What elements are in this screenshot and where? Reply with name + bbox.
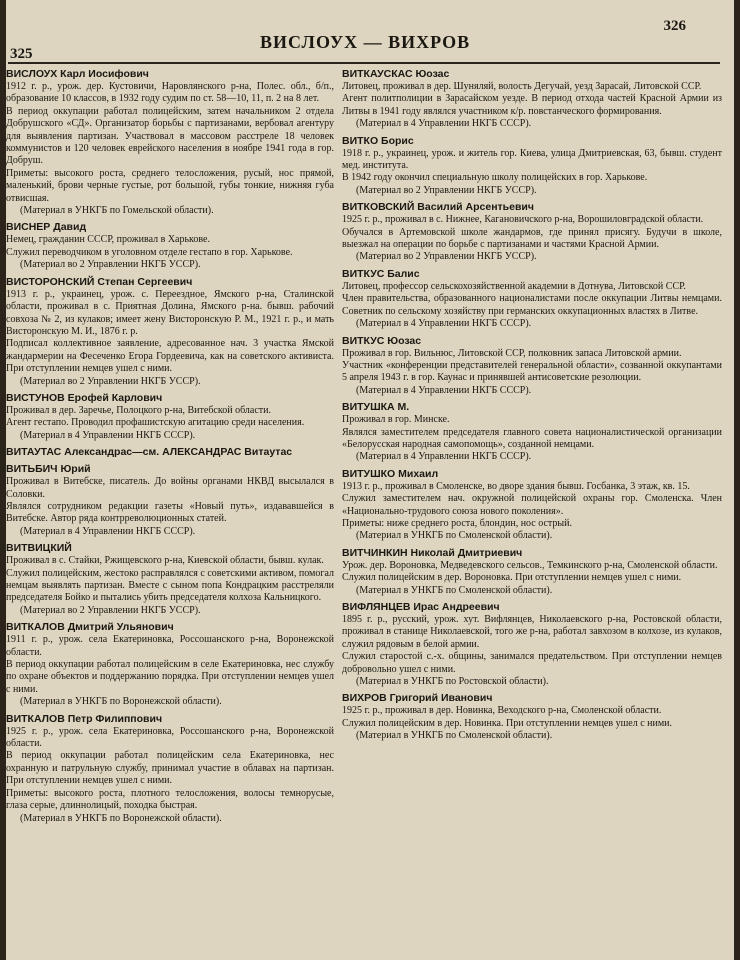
dictionary-entry xyxy=(342,68,722,131)
entry-text xyxy=(6,405,334,430)
dictionary-entry xyxy=(342,201,722,264)
entry-source: (Материал в 4 Управлении НКГБ СССР). xyxy=(356,118,532,130)
entry-text xyxy=(342,148,722,185)
dictionary-entry xyxy=(6,713,334,825)
entry-paragraph: Проживал в гор. Минске. xyxy=(342,414,450,426)
entry-name: ВИТКУС Балис xyxy=(342,267,420,280)
dictionary-entry xyxy=(342,692,722,742)
entry-paragraph: Участник «конференции представителей генеральной области», созванной оккупантами 5 апреля 1943 г. в гор. Каунас и принявшей антисоветские резолюции. xyxy=(342,359,722,384)
entry-paragraph: Являлся сотрудником редакции газеты «Новый путь», издававшейся в Витебске. Автор ряда контрреволюционных статей. xyxy=(6,500,334,525)
entry-paragraph: 1925 г. р., урож. села Екатериновка, Россошанского р-на, Воронежской области. xyxy=(6,725,334,750)
entry-paragraph: Проживал в дер. Заречье, Полоцкого р-на, Витебской области. xyxy=(6,404,271,416)
entry-text xyxy=(342,281,722,318)
entry-text xyxy=(6,634,334,696)
dictionary-entry xyxy=(342,468,722,543)
entry-text xyxy=(6,476,334,526)
entry-text xyxy=(342,81,722,118)
entry-paragraph: Служил полицейским в дер. Вороновка. При отступлении немцев ушел с ними. xyxy=(342,572,682,584)
entry-paragraph: В период оккупации работал полицейским села Екатериновка, нес охранную и патрульную службу, принимал участие в облавах на партизан. При отступлении немцев ушел с ними. xyxy=(6,750,334,787)
entry-source: (Материал в 4 Управлении НКГБ СССР). xyxy=(20,525,196,537)
entry-source: (Материал во 2 Управлении НКГБ УССР). xyxy=(356,251,537,263)
page-number-right: 326 xyxy=(663,18,686,34)
entry-name: ВИТКО Борис xyxy=(342,134,414,147)
entry-source: (Материал в 4 Управлении НКГБ СССР). xyxy=(356,451,532,463)
entry-paragraph: 1895 г. р., русский, урож. хут. Вифлянцев, Николаевского р-на, Ростовской области, проживал в станице Николаевской, того же р-на, работал завхозом в колхозе, из кулаков, служил рядовым в белой армии. xyxy=(342,614,722,650)
entry-paragraph: Немец, гражданин СССР, проживал в Харькове. xyxy=(6,234,210,246)
entry-name: ВИТУШКО Михаил xyxy=(342,467,439,480)
entry-paragraph: 1911 г. р., урож. села Екатериновка, Россошанского р-на, Воронежской области. xyxy=(6,634,334,658)
entry-text xyxy=(6,726,334,813)
entry-paragraph: В 1942 году окончил специальную школу полицейских в гор. Харькове. xyxy=(342,172,648,184)
entry-paragraph: Служил полицейским, жестоко расправлялся с советскими активом, помогал немцам выявлять партизан. Вместе с сыном попа Кондрацким расстреляли председателя Бойко и пытались убить председателя колхоза Кальницкого. xyxy=(6,567,334,604)
header-rule xyxy=(8,62,720,64)
dictionary-entry xyxy=(342,547,722,597)
entry-paragraph: 1918 г. р., украинец, урож. и житель гор. Киева, улица Дмитриевская, 63, бывш. студент мед. института. xyxy=(342,147,722,172)
entry-source: (Материал во 2 Управлении НКГБ УССР). xyxy=(20,375,201,387)
entry-name: ВИСЛОУХ Карл Иосифович xyxy=(6,68,149,80)
entry-text xyxy=(6,234,334,259)
entry-paragraph: Подписал коллективное заявление, адресованное нач. 3 участка Ямской жандармерии на Фесеченко Егора Гордеевича, как на советского активиста. При отступлении немцев ушел с ними. xyxy=(6,338,334,375)
page-number-left: 325 xyxy=(10,46,33,62)
entry-paragraph: Приметы: высокого роста, среднего телосложения, русый, нос прямой, маленький, брови черные густые, рот большой, губы тонкие, нижняя губа отвисшая. xyxy=(6,167,334,204)
entry-paragraph: Проживал в гор. Вильнюс, Литовской ССР, полковник запаса Литовской армии. xyxy=(342,347,682,359)
entry-name: ВИТКОВСКИЙ Василий Арсентьевич xyxy=(342,201,534,214)
entry-paragraph: Являлся заместителем председателя главного совета националистической организации «Белорусская народная самопомощь», созданной немцами. xyxy=(342,426,722,450)
entry-paragraph: Литовец, проживал в дер. Шуняляй, волость Дегучай, уезд Зарасай, Литовской ССР. xyxy=(342,81,702,92)
entry-text xyxy=(342,705,722,730)
dictionary-entry xyxy=(6,542,334,617)
entry-name: ВИСНЕР Давид xyxy=(6,221,87,234)
entry-name: ВИТКАУСКАС Юозас xyxy=(342,68,450,80)
entry-name: ВИТЬБИЧ Юрий xyxy=(6,463,91,476)
entry-source: (Материал в УНКГБ по Воронежской области). xyxy=(20,696,222,708)
entry-paragraph: Служил старостой с.-х. общины, занимался предательством. При отступлении немцев добровольно ушел с ними. xyxy=(342,651,722,675)
entry-name: ВИТЧИНКИН Николай Дмитриевич xyxy=(342,546,523,559)
dictionary-entry xyxy=(6,463,334,538)
entry-source: (Материал во 2 Управлении НКГБ УССР). xyxy=(356,184,537,196)
entry-paragraph: В период оккупации работал полицейским, затем начальником 2 отдела Добрушского «СД». Организатор борьбы с партизанами, вербовал агентуру для выявления партизан. Участвовал в массовом расстреле 18 человек коммунистов и 120 человек еврейского населения в ноябре 1941 года в гор. Добруш. xyxy=(6,105,334,167)
entry-source: (Материал во 2 Управлении НКГБ УССР). xyxy=(20,604,201,616)
entry-paragraph: Член правительства, образованного националистами после оккупации Литвы немцами. Советник по сельскому хозяйству при германских оккупационных властях в Литве. xyxy=(342,293,722,317)
entry-name: ВИТВИЦКИЙ xyxy=(6,542,72,555)
entry-text xyxy=(6,81,334,205)
entry-paragraph: Служил заместителем нач. окружной полицейской охраны гор. Смоленска. Член «Национально-трудового союза нового поколения». xyxy=(342,493,722,517)
entry-paragraph: 1925 г. р., проживал в с. Нижнее, Кагановичского р-на, Ворошиловградской области. xyxy=(342,214,704,226)
dictionary-entry xyxy=(342,601,722,688)
left-column xyxy=(6,68,334,952)
right-column xyxy=(342,68,722,952)
dictionary-entry xyxy=(6,446,334,459)
dictionary-entry xyxy=(6,68,334,217)
dictionary-entry xyxy=(342,268,722,331)
entry-paragraph: Агент политполиции в Зарасайском уезде. В период отхода частей Красной Армии из Литвы в 1941 году являлся участником к/р. повстанческого формирования. xyxy=(342,93,722,117)
entry-name: ВИФЛЯНЦЕВ Ирас Андреевич xyxy=(342,601,500,613)
entry-name: ВИТАУТАС Александрас—см. АЛЕКСАНДРАС Витаутас xyxy=(6,446,293,459)
entry-source: (Материал в УНКГБ по Ростовской области). xyxy=(356,676,549,688)
page-header xyxy=(0,0,740,70)
entry-paragraph: 1925 г. р., проживал в дер. Новинка, Веходского р-на, Смоленской области. xyxy=(342,705,662,717)
entry-source: (Материал в УНКГБ по Смоленской области). xyxy=(356,584,553,596)
entry-source: (Материал в 4 Управлении НКГБ СССР). xyxy=(20,429,196,441)
entry-paragraph: Приметы: ниже среднего роста, блондин, нос острый. xyxy=(342,517,572,529)
entry-text xyxy=(342,481,722,531)
entry-name: ВИХРОВ Григорий Иванович xyxy=(342,692,493,705)
dictionary-entry xyxy=(6,621,334,708)
entry-name: ВИТУШКА М. xyxy=(342,401,410,414)
entry-source: (Материал в 4 Управлении НКГБ СССР). xyxy=(356,318,532,330)
entry-paragraph: Проживал в Витебске, писатель. До войны органами НКВД высылался в Соловки. xyxy=(6,476,334,500)
running-title: ВИСЛОУХ — ВИХРОВ xyxy=(260,32,471,52)
entry-paragraph: Обучался в Артемовской школе жандармов, где принял присягу. Будучи в школе, выезжал на операции по борьбе с партизанами и частями Красной Армии. xyxy=(342,226,722,251)
entry-source: (Материал во 2 Управлении НКГБ УССР). xyxy=(20,259,201,271)
dictionary-entry xyxy=(342,401,722,464)
entry-paragraph: 1912 г. р., урож. дер. Кустовичи, Наровлянского р-на, Полес. обл., б/п., образование 10 классов, в 1932 году судим по ст. 58—10, 11, п. 2 на 8 лет. xyxy=(6,81,334,105)
entry-name: ВИТКУС Юозас xyxy=(342,334,422,347)
entry-paragraph: Литовец, профессор сельскохозяйственной академии в Дотнува, Литовской ССР. xyxy=(342,280,686,292)
entry-name: ВИТКАЛОВ Петр Филиппович xyxy=(6,712,163,725)
entry-paragraph: В период оккупации работал полицейским в селе Екатериновка, нес службу по охране объектов и поддержанию порядка. При отступлении немцев ушел с ними. xyxy=(6,659,334,695)
dictionary-entry xyxy=(6,221,334,271)
entry-text xyxy=(342,560,722,585)
entry-paragraph: Проживал в с. Стайки, Ржищевского р-на, Киевской области, бывш. кулак. xyxy=(6,555,324,567)
entry-paragraph: Служил переводчиком в уголовном отделе гестапо в гор. Харькове. xyxy=(6,246,293,258)
entry-text xyxy=(342,614,722,676)
dictionary-entry xyxy=(6,276,334,388)
entry-text xyxy=(6,289,334,376)
entry-paragraph: 1913 г. р., проживал в Смоленске, во дворе здания бывш. Госбанка, 3 этаж, кв. 15. xyxy=(342,480,690,492)
entry-text xyxy=(342,414,722,451)
entry-source: (Материал в УНКГБ по Смоленской области). xyxy=(356,530,553,542)
entry-paragraph: 1913 г. р., украинец, урож. с. Переездное, Ямского р-на, Сталинской области, проживал в с. Приятная Долина, Ямского р-на. бывш. рабочий совхоза № 2, из кулаков; имеет жену Висторонскую Р. М., 1921 г. р., и мать Висторонскую М. И., 1876 г. р. xyxy=(6,288,334,337)
entry-text xyxy=(6,555,334,605)
entry-source: (Материал в УНКГБ по Воронежской области). xyxy=(20,812,222,824)
entry-paragraph: Урож. дер. Вороновка, Медведевского сельсов., Темкинского р-на, Смоленской области. xyxy=(342,559,718,571)
dictionary-entry xyxy=(6,392,334,442)
entry-name: ВИСТУНОВ Ерофей Карлович xyxy=(6,391,163,404)
entry-source: (Материал в 4 Управлении НКГБ СССР). xyxy=(356,384,532,396)
entry-source: (Материал в УНКГБ по Гомельской области). xyxy=(20,205,214,217)
entry-name: ВИТКАЛОВ Дмитрий Ульянович xyxy=(6,621,174,634)
right-page-edge xyxy=(734,0,740,960)
dictionary-entry xyxy=(342,135,722,198)
entry-name: ВИСТОРОНСКИЙ Степан Сергеевич xyxy=(6,275,193,288)
entry-source: (Материал в УНКГБ по Смоленской области). xyxy=(356,730,553,742)
entry-paragraph: Приметы: высокого роста, плотного телосложения, волосы темнорусые, глаза серые, длиннолицый, походка быстрая. xyxy=(6,787,334,812)
entry-text xyxy=(342,348,722,385)
entry-paragraph: Служил полицейским в дер. Новинка. При отступлении немцев ушел с ними. xyxy=(342,717,673,729)
entry-text xyxy=(342,214,722,251)
entry-paragraph: Агент гестапо. Проводил профашистскую агитацию среди населения. xyxy=(6,417,305,429)
dictionary-entry xyxy=(342,335,722,398)
